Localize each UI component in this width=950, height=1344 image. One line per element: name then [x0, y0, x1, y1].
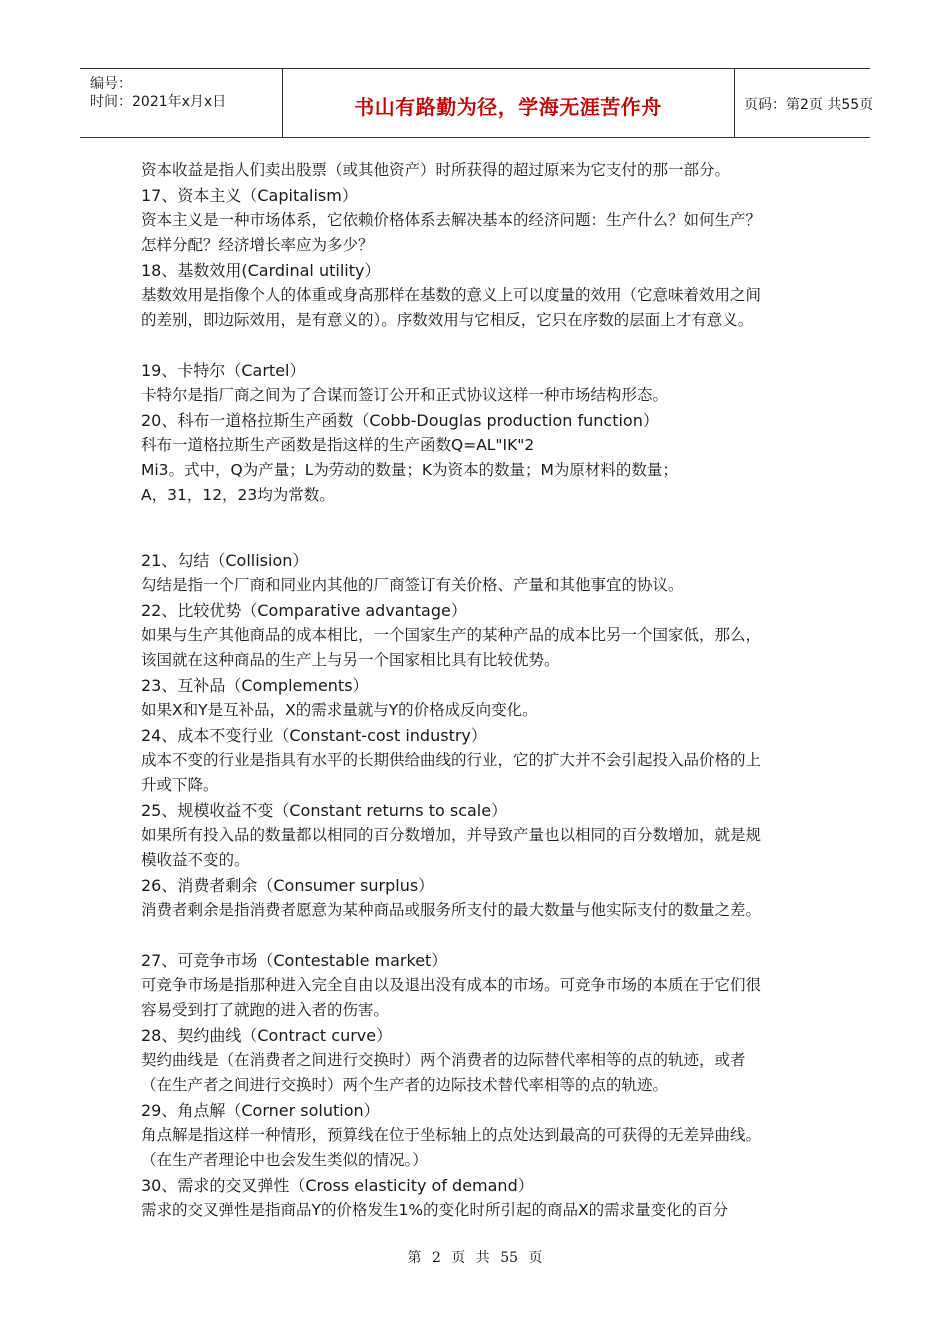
blank-line — [141, 923, 821, 948]
header-motto-cell — [282, 69, 735, 137]
blank-line — [141, 508, 821, 548]
paragraph-line: 勾结是指一个厂商和同业内其他的厂商签订有关价格、产量和其他事宜的协议。 — [141, 576, 684, 594]
paragraph-line: 怎样分配？经济增长率应为多少？ — [141, 236, 374, 254]
paragraph-line: 需求的交叉弹性是指商品Y的价格发生1%的变化时所引起的商品X的需求量变化的百分 — [141, 1201, 729, 1219]
paragraph-line: 如果与生产其他商品的成本相比，一个国家生产的某种产品的成本比另一个国家低，那么， — [141, 626, 762, 644]
term-heading: 19、卡特尔（Cartel） — [141, 361, 306, 380]
paragraph-line: 的差别，即边际效用，是有意义的）。序数效用与它相反，它只在序数的层面上才有意义。 — [141, 311, 754, 329]
paragraph-line: 资本收益是指人们卖出股票（或其他资产）时所获得的超过原来为它支付的那一部分。 — [141, 161, 731, 179]
paragraph-line: （在生产者之间进行交换时）两个生产者的边际技术替代率相等的点的轨迹。 — [141, 1076, 669, 1094]
blank-line — [141, 333, 821, 358]
paragraph-line: A，31，12，23均为常数。 — [141, 486, 335, 504]
motto: 书山有路勤为径，学海无涯苦作舟 — [354, 95, 662, 119]
paragraph-line: （在生产者理论中也会发生类似的情况。） — [141, 1151, 428, 1169]
term-heading: 23、互补品（Complements） — [141, 676, 369, 695]
term-heading: 26、消费者剩余（Consumer surplus） — [141, 876, 435, 895]
paragraph-line: 模收益不变的。 — [141, 851, 250, 869]
paragraph-line: 升或下降。 — [141, 776, 219, 794]
term-heading: 30、需求的交叉弹性（Cross elasticity of demand） — [141, 1176, 534, 1195]
header-page-cell — [734, 69, 874, 137]
paragraph-line: 成本不变的行业是指具有水平的长期供给曲线的行业，它的扩大并不会引起投入品价格的上 — [141, 751, 762, 769]
paragraph-line: 如果X和Y是互补品，X的需求量就与Y的价格成反向变化。 — [141, 701, 538, 719]
term-heading: 21、勾结（Collision） — [141, 551, 309, 570]
term-heading: 25、规模收益不变（Constant returns to scale） — [141, 801, 508, 820]
paragraph-line: 卡特尔是指厂商之间为了合谋而签订公开和正式协议这样一种市场结构形态。 — [141, 386, 669, 404]
paragraph-line: 契约曲线是（在消费者之间进行交换时）两个消费者的边际替代率相等的点的轨迹，或者 — [141, 1051, 746, 1069]
term-heading: 24、成本不变行业（Constant-cost industry） — [141, 726, 487, 745]
page-header — [80, 68, 874, 138]
paragraph-line: 如果所有投入品的数量都以相同的百分数增加，并导致产量也以相同的百分数增加，就是规 — [141, 826, 762, 844]
number-label: 编号： — [90, 76, 132, 92]
term-heading: 17、资本主义（Capitalism） — [141, 186, 358, 205]
term-heading: 28、契约曲线（Contract curve） — [141, 1026, 393, 1045]
page-footer: 第 2 页 共 55 页 — [407, 1250, 543, 1266]
paragraph-line: 可竞争市场是指那种进入完全自由以及退出没有成本的市场。可竞争市场的本质在于它们很 — [141, 976, 762, 994]
page-code: 页码：第2页 共55页 — [744, 97, 874, 113]
header-info-cell — [80, 69, 283, 137]
paragraph-line: 容易受到打了就跑的进入者的伤害。 — [141, 1001, 390, 1019]
paragraph-line: 角点解是指这样一种情形，预算线在位于坐标轴上的点处达到最高的可获得的无差异曲线。 — [141, 1126, 762, 1144]
term-heading: 29、角点解（Corner solution） — [141, 1101, 380, 1120]
paragraph-line: 该国就在这种商品的生产上与另一个国家相比具有比较优势。 — [141, 651, 560, 669]
paragraph-line: 消费者剩余是指消费者愿意为某种商品或服务所支付的最大数量与他实际支付的数量之差。 — [141, 901, 762, 919]
term-heading: 27、可竞争市场（Contestable market） — [141, 951, 448, 970]
date-line: 时间：2021年x月x日 — [90, 94, 227, 110]
term-heading: 18、基数效用(Cardinal utility） — [141, 261, 381, 280]
document-body — [141, 158, 821, 1223]
term-heading: 20、科布一道格拉斯生产函数（Cobb-Douglas production function） — [141, 411, 659, 430]
paragraph-line: Mi3。式中，Q为产量；L为劳动的数量；K为资本的数量；M为原材料的数量； — [141, 461, 678, 479]
term-heading: 22、比较优势（Comparative advantage） — [141, 601, 467, 620]
paragraph-line: 资本主义是一种市场体系，它依赖价格体系去解决基本的经济问题：生产什么？如何生产？ — [141, 211, 762, 229]
paragraph-line: 基数效用是指像个人的体重或身高那样在基数的意义上可以度量的效用（它意味着效用之间 — [141, 286, 762, 304]
paragraph-line: 科布一道格拉斯生产函数是指这样的生产函数Q=AL"IK"2 — [141, 436, 535, 454]
